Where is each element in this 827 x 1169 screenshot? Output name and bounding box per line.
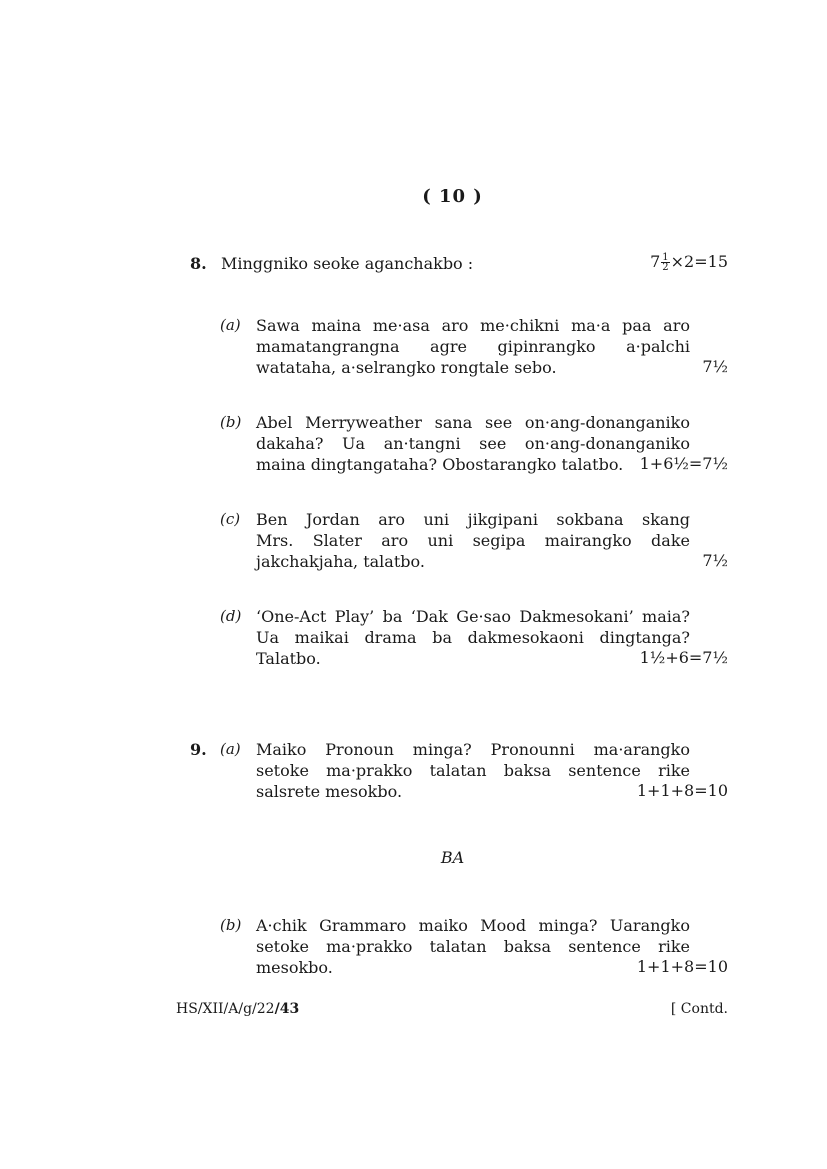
text-line: watataha, a·selrangko rongtale sebo. <box>256 358 557 377</box>
part-9b-label: (b) <box>220 916 242 934</box>
question-8-marks <box>650 252 728 272</box>
marks-whole: 7 <box>650 252 661 271</box>
text-line: Talatbo. <box>256 649 321 668</box>
text-line: Mrs. Slater aro uni segipa mairangko dake <box>256 531 690 550</box>
text-line: Sawa maina me·asa aro me·chikni ma·a paa aro <box>256 316 690 335</box>
text-line: jakchakjaha, talatbo. <box>256 552 425 571</box>
part-8a-text <box>256 315 690 378</box>
paper-code-suffix: /43 <box>274 1001 300 1017</box>
text-line: A·chik Grammaro maiko Mood minga? Uarangko <box>256 916 690 935</box>
text-line: Ben Jordan aro uni jikgipani sokbana skang <box>256 510 690 529</box>
or-separator: BA <box>440 848 465 867</box>
contd-label: [ Contd. <box>670 1001 728 1017</box>
part-9a-text <box>256 739 690 802</box>
text-line: dakaha? Ua an·tangni see on·ang-donanganiko <box>256 434 690 453</box>
paper-code-prefix: HS/XII/A/g/22 <box>176 1001 275 1017</box>
text-line: setoke ma·prakko talatan baksa sentence rike <box>256 761 690 780</box>
part-8c-marks: 7½ <box>702 551 728 570</box>
text-line: Ua maikai drama ba dakmesokaoni dingtanga? <box>256 628 690 647</box>
text-line: ‘One-Act Play’ ba ‘Dak Ge·sao Dakmesokani’ maia? <box>256 607 690 626</box>
part-8b-marks: 1+6½=7½ <box>639 454 728 473</box>
part-8b-text <box>256 412 690 475</box>
part-8d-text <box>256 606 690 669</box>
text-line: mamatangrangna agre gipinrangko a·palchi <box>256 337 690 356</box>
part-8c-label: (c) <box>220 510 241 528</box>
part-9a-marks: 1+1+8=10 <box>636 781 728 800</box>
question-8-number: 8. <box>190 254 207 273</box>
text-line: mesokbo. <box>256 958 333 977</box>
text-line: setoke ma·prakko talatan baksa sentence rike <box>256 937 690 956</box>
page-number: ( 10 ) <box>422 186 483 207</box>
question-9-number: 9. <box>190 740 207 759</box>
part-9b-text <box>256 915 690 978</box>
part-8c-text <box>256 509 690 572</box>
text-line: Maiko Pronoun minga? Pronounni ma·arangko <box>256 740 690 759</box>
marks-multiplier: ×2=15 <box>670 252 728 271</box>
part-8d-marks: 1½+6=7½ <box>639 648 728 667</box>
part-8a-marks: 7½ <box>702 357 728 376</box>
text-line: maina dingtangataha? Obostarangko talatbo. <box>256 455 624 474</box>
part-8b-label: (b) <box>220 413 242 431</box>
paper-code <box>176 1001 299 1017</box>
question-8-prompt: Minggniko seoke aganchakbo : <box>221 254 474 273</box>
part-8d-label: (d) <box>220 607 242 625</box>
part-9a-label: (a) <box>220 740 241 758</box>
part-9b-marks: 1+1+8=10 <box>636 957 728 976</box>
fraction-numerator: 1 <box>662 252 669 263</box>
part-8a-label: (a) <box>220 316 241 334</box>
marks-fraction <box>661 253 669 272</box>
text-line: salsrete mesokbo. <box>256 782 403 801</box>
text-line: Abel Merryweather sana see on·ang-donanganiko <box>256 413 690 432</box>
fraction-denominator: 2 <box>662 262 669 273</box>
